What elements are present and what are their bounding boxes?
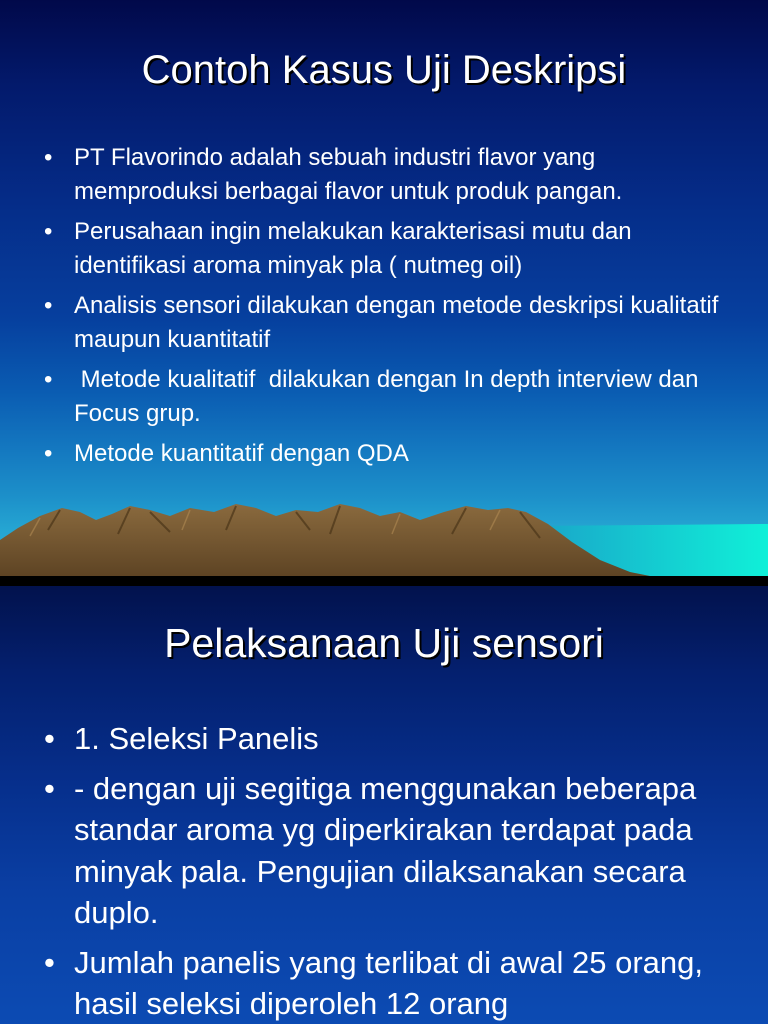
bullet-icon: • <box>44 366 53 393</box>
list-item <box>44 437 744 471</box>
list-item <box>44 942 744 1024</box>
list-item <box>44 215 744 283</box>
bullet-icon: • <box>44 440 53 467</box>
bullet-text: PT Flavorindo adalah sebuah industri flavor yang memproduksi berbagai flavor untuk produk pangan. <box>74 144 623 205</box>
bullet-list <box>44 718 744 1024</box>
bullet-icon: • <box>44 944 55 980</box>
slide-separator <box>0 576 768 586</box>
bullet-text: Analisis sensori dilakukan dengan metode deskripsi kualitatif maupun kuantitatif <box>74 292 719 353</box>
list-item <box>44 718 744 760</box>
mountain-range-illustration <box>0 490 768 576</box>
bullet-text: 1. Seleksi Panelis <box>74 721 319 756</box>
list-item <box>44 363 744 431</box>
bullet-list <box>44 141 744 477</box>
bullet-icon: • <box>44 770 55 806</box>
list-item <box>44 768 744 934</box>
list-item <box>44 141 744 209</box>
list-item <box>44 289 744 357</box>
slide-title: Contoh Kasus Uji Deskripsi <box>141 48 627 92</box>
bullet-icon: • <box>44 144 53 171</box>
bullet-text: Metode kuantitatif dengan QDA <box>74 440 409 467</box>
slide-2 <box>0 586 768 1024</box>
bullet-text: Perusahaan ingin melakukan karakterisasi mutu dan identifikasi aroma minyak pla ( nutmeg oil) <box>74 218 632 279</box>
mountain-range <box>0 504 650 576</box>
bullet-icon: • <box>44 218 53 245</box>
bullet-icon: • <box>44 721 55 756</box>
bullet-text: Metode kualitatif dilakukan dengan In depth interview dan Focus grup. <box>74 366 706 427</box>
bullet-text: Jumlah panelis yang terlibat di awal 25 orang, hasil seleksi diperoleh 12 orang <box>74 944 703 1021</box>
bullet-text: - dengan uji segitiga menggunakan beberapa standar aroma yg diperkirakan terdapat pada minyak pala. Pengujian dilaksanakan secara duplo. <box>74 770 697 930</box>
slide-title: Pelaksanaan Uji sensori <box>164 620 604 666</box>
bullet-icon: • <box>44 292 53 319</box>
